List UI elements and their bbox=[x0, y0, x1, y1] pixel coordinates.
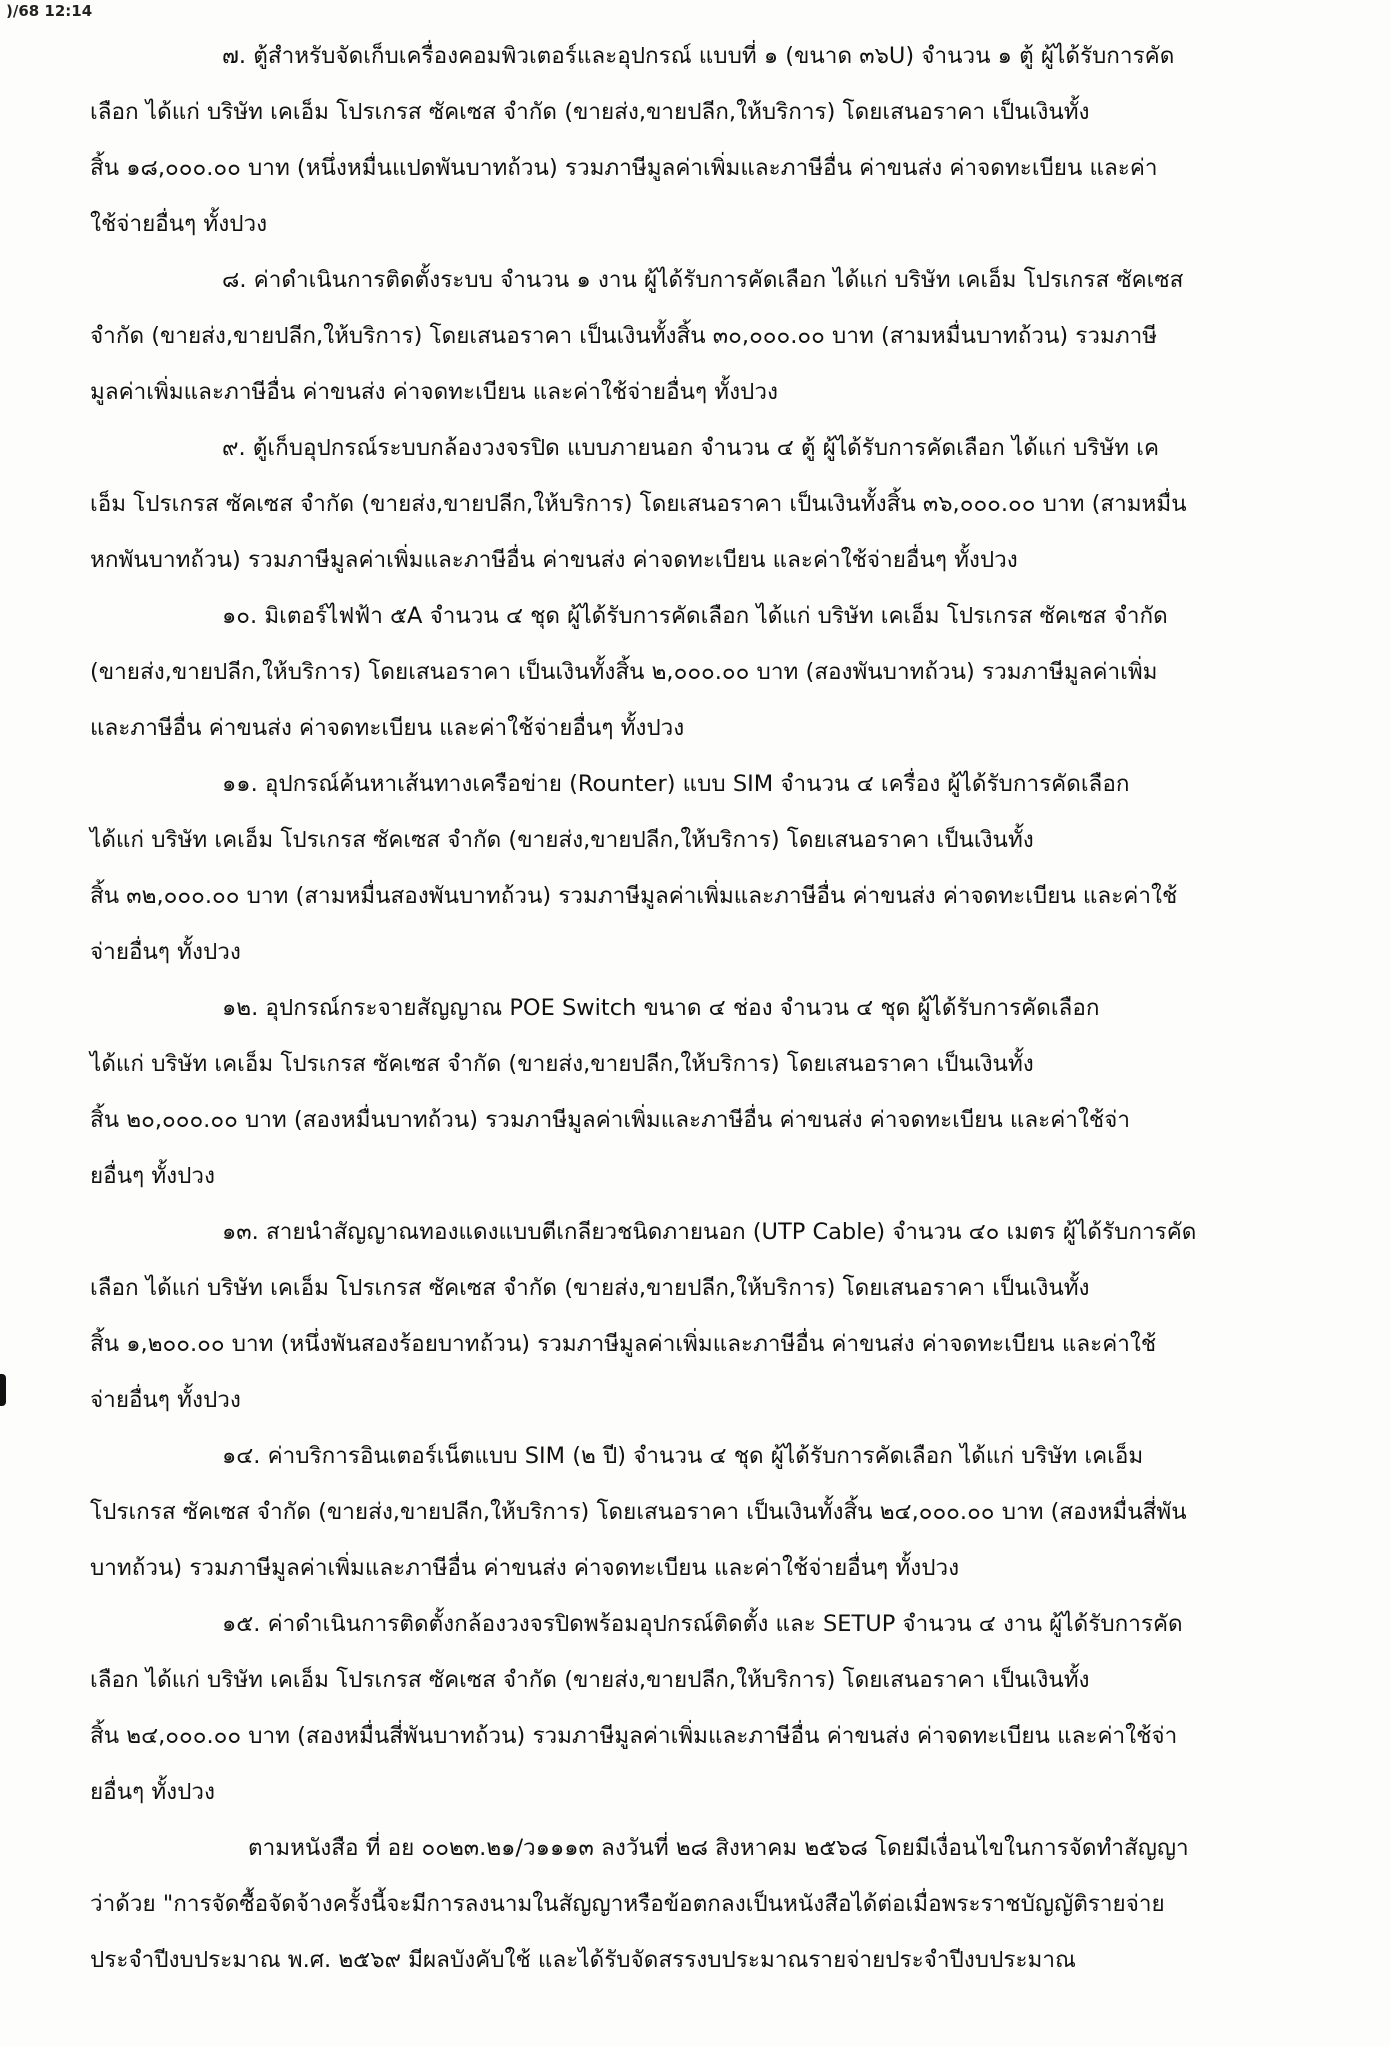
paragraph-line: ๗. ตู้สำหรับจัดเก็บเครื่องคอมพิวเตอร์และอุปกรณ์ แบบที่ ๑ (ขนาด ๓๖U) จำนวน ๑ ตู้ ผู้ได้รับการคัด bbox=[222, 43, 1175, 69]
paragraph-line: โปรเกรส ซัคเซส จำกัด (ขายส่ง,ขายปลีก,ให้บริการ) โดยเสนอราคา เป็นเงินทั้งสิ้น ๒๔,๐๐๐.๐๐ บาท (สองหมื่นสี่พัน bbox=[90, 1499, 1187, 1525]
paragraph-item-15 bbox=[90, 1596, 1305, 1820]
paragraph-line: เลือก ได้แก่ บริษัท เคเอ็ม โปรเกรส ซัคเซส จำกัด (ขายส่ง,ขายปลีก,ให้บริการ) โดยเสนอราคา เป็นเงินทั้ง bbox=[90, 99, 1090, 125]
paragraph-line: เลือก ได้แก่ บริษัท เคเอ็ม โปรเกรส ซัคเซส จำกัด (ขายส่ง,ขายปลีก,ให้บริการ) โดยเสนอราคา เป็นเงินทั้ง bbox=[90, 1667, 1090, 1693]
paragraph-item-13 bbox=[90, 1204, 1305, 1428]
paragraph-line: หกพันบาทถ้วน) รวมภาษีมูลค่าเพิ่มและภาษีอื่น ค่าขนส่ง ค่าจดทะเบียน และค่าใช้จ่ายอื่นๆ ทั้งปวง bbox=[90, 547, 1018, 573]
paragraph-line: ใช้จ่ายอื่นๆ ทั้งปวง bbox=[90, 211, 268, 237]
paragraph-line: ประจำปีงบประมาณ พ.ศ. ๒๕๖๙ มีผลบังคับใช้ และได้รับจัดสรรงบประมาณรายจ่ายประจำปีงบประมาณ bbox=[90, 1947, 1076, 1973]
paragraph-line: มูลค่าเพิ่มและภาษีอื่น ค่าขนส่ง ค่าจดทะเบียน และค่าใช้จ่ายอื่นๆ ทั้งปวง bbox=[90, 379, 778, 405]
paragraph-line: ว่าด้วย "การจัดซื้อจัดจ้างครั้งนี้จะมีการลงนามในสัญญาหรือข้อตกลงเป็นหนังสือได้ต่อเมื่อพระราชบัญญัติรายจ่าย bbox=[90, 1891, 1165, 1917]
paragraph-line: ๘. ค่าดำเนินการติดตั้งระบบ จำนวน ๑ งาน ผู้ได้รับการคัดเลือก ได้แก่ บริษัท เคเอ็ม โปรเกรส ซัคเซส bbox=[222, 267, 1184, 293]
paragraph-line: ตามหนังสือ ที่ อย ๐๐๒๓.๒๑/ว๑๑๑๓ ลงวันที่ ๒๘ สิงหาคม ๒๕๖๘ โดยมีเงื่อนไขในการจัดทำสัญญา bbox=[248, 1835, 1189, 1861]
scan-timestamp: )/68 12:14 bbox=[6, 2, 93, 20]
paragraph-line: จ่ายอื่นๆ ทั้งปวง bbox=[90, 1387, 241, 1413]
paragraph-line: จ่ายอื่นๆ ทั้งปวง bbox=[90, 939, 241, 965]
paragraph-line: ได้แก่ บริษัท เคเอ็ม โปรเกรส ซัคเซส จำกัด (ขายส่ง,ขายปลีก,ให้บริการ) โดยเสนอราคา เป็นเงินทั้ง bbox=[90, 827, 1034, 853]
paragraph-line: สิ้น ๑,๒๐๐.๐๐ บาท (หนึ่งพันสองร้อยบาทถ้วน) รวมภาษีมูลค่าเพิ่มและภาษีอื่น ค่าขนส่ง ค่าจดทะเบียน และค่าใช้ bbox=[90, 1331, 1157, 1357]
paragraph-line: ๑๒. อุปกรณ์กระจายสัญญาณ POE Switch ขนาด ๔ ช่อง จำนวน ๔ ชุด ผู้ได้รับการคัดเลือก bbox=[222, 995, 1100, 1021]
paragraph-line: สิ้น ๑๘,๐๐๐.๐๐ บาท (หนึ่งหมื่นแปดพันบาทถ้วน) รวมภาษีมูลค่าเพิ่มและภาษีอื่น ค่าขนส่ง ค่าจดทะเบียน และค่า bbox=[90, 155, 1158, 181]
paragraph-item-9 bbox=[90, 420, 1305, 588]
paragraph-line: ได้แก่ บริษัท เคเอ็ม โปรเกรส ซัคเซส จำกัด (ขายส่ง,ขายปลีก,ให้บริการ) โดยเสนอราคา เป็นเงินทั้ง bbox=[90, 1051, 1034, 1077]
paragraph-item-7 bbox=[90, 28, 1305, 252]
paragraph-item-12 bbox=[90, 980, 1305, 1204]
paragraph-line: บาทถ้วน) รวมภาษีมูลค่าเพิ่มและภาษีอื่น ค่าขนส่ง ค่าจดทะเบียน และค่าใช้จ่ายอื่นๆ ทั้งปวง bbox=[90, 1555, 960, 1581]
paragraph-line: จำกัด (ขายส่ง,ขายปลีก,ให้บริการ) โดยเสนอราคา เป็นเงินทั้งสิ้น ๓๐,๐๐๐.๐๐ บาท (สามหมื่นบาทถ้วน) รวมภาษี bbox=[90, 323, 1158, 349]
paragraph-line: ยอื่นๆ ทั้งปวง bbox=[90, 1163, 216, 1189]
paragraph-line: ๙. ตู้เก็บอุปกรณ์ระบบกล้องวงจรปิด แบบภายนอก จำนวน ๔ ตู้ ผู้ได้รับการคัดเลือก ได้แก่ บริษัท เค bbox=[222, 435, 1160, 461]
paragraph-item-10 bbox=[90, 588, 1305, 756]
paragraph-line: สิ้น ๒๔,๐๐๐.๐๐ บาท (สองหมื่นสี่พันบาทถ้วน) รวมภาษีมูลค่าเพิ่มและภาษีอื่น ค่าขนส่ง ค่าจดทะเบียน และค่าใช้จ่า bbox=[90, 1723, 1178, 1749]
paragraph-item-8 bbox=[90, 252, 1305, 420]
paragraph-item-reference bbox=[90, 1820, 1305, 1988]
paragraph-line: ๑๑. อุปกรณ์ค้นหาเส้นทางเครือข่าย (Rounter) แบบ SIM จำนวน ๔ เครื่อง ผู้ได้รับการคัดเลือก bbox=[222, 771, 1130, 797]
paragraph-line: เอ็ม โปรเกรส ซัคเซส จำกัด (ขายส่ง,ขายปลีก,ให้บริการ) โดยเสนอราคา เป็นเงินทั้งสิ้น ๓๖,๐๐๐.๐๐ บาท (สามหมื่น bbox=[90, 491, 1187, 517]
paragraph-line: และภาษีอื่น ค่าขนส่ง ค่าจดทะเบียน และค่าใช้จ่ายอื่นๆ ทั้งปวง bbox=[90, 715, 685, 741]
paragraph-line: เลือก ได้แก่ บริษัท เคเอ็ม โปรเกรส ซัคเซส จำกัด (ขายส่ง,ขายปลีก,ให้บริการ) โดยเสนอราคา เป็นเงินทั้ง bbox=[90, 1275, 1090, 1301]
paragraph-line: ๑๓. สายนำสัญญาณทองแดงแบบตีเกลียวชนิดภายนอก (UTP Cable) จำนวน ๔๐ เมตร ผู้ได้รับการคัด bbox=[222, 1219, 1197, 1245]
paragraph-line: ๑๕. ค่าดำเนินการติดตั้งกล้องวงจรปิดพร้อมอุปกรณ์ติดตั้ง และ SETUP จำนวน ๔ งาน ผู้ได้รับการคัด bbox=[222, 1611, 1183, 1637]
margin-mark bbox=[0, 1374, 6, 1406]
paragraph-line: ๑๔. ค่าบริการอินเตอร์เน็ตแบบ SIM (๒ ปี) จำนวน ๔ ชุด ผู้ได้รับการคัดเลือก ได้แก่ บริษัท เคเอ็ม bbox=[222, 1443, 1144, 1469]
paragraph-item-14 bbox=[90, 1428, 1305, 1596]
paragraph-line: สิ้น ๒๐,๐๐๐.๐๐ บาท (สองหมื่นบาทถ้วน) รวมภาษีมูลค่าเพิ่มและภาษีอื่น ค่าขนส่ง ค่าจดทะเบียน และค่าใช้จ่า bbox=[90, 1107, 1130, 1133]
paragraph-line: ยอื่นๆ ทั้งปวง bbox=[90, 1779, 216, 1805]
paragraph-item-11 bbox=[90, 756, 1305, 980]
paragraph-line: (ขายส่ง,ขายปลีก,ให้บริการ) โดยเสนอราคา เป็นเงินทั้งสิ้น ๒,๐๐๐.๐๐ บาท (สองพันบาทถ้วน) รวมภาษีมูลค่าเพิ่ม bbox=[90, 659, 1158, 685]
paragraph-line: ๑๐. มิเตอร์ไฟฟ้า ๕A จำนวน ๔ ชุด ผู้ได้รับการคัดเลือก ได้แก่ บริษัท เคเอ็ม โปรเกรส ซัคเซส จำกัด bbox=[222, 603, 1168, 629]
document-body bbox=[90, 28, 1305, 1988]
paragraph-line: สิ้น ๓๒,๐๐๐.๐๐ บาท (สามหมื่นสองพันบาทถ้วน) รวมภาษีมูลค่าเพิ่มและภาษีอื่น ค่าขนส่ง ค่าจดทะเบียน และค่าใช้ bbox=[90, 883, 1178, 909]
